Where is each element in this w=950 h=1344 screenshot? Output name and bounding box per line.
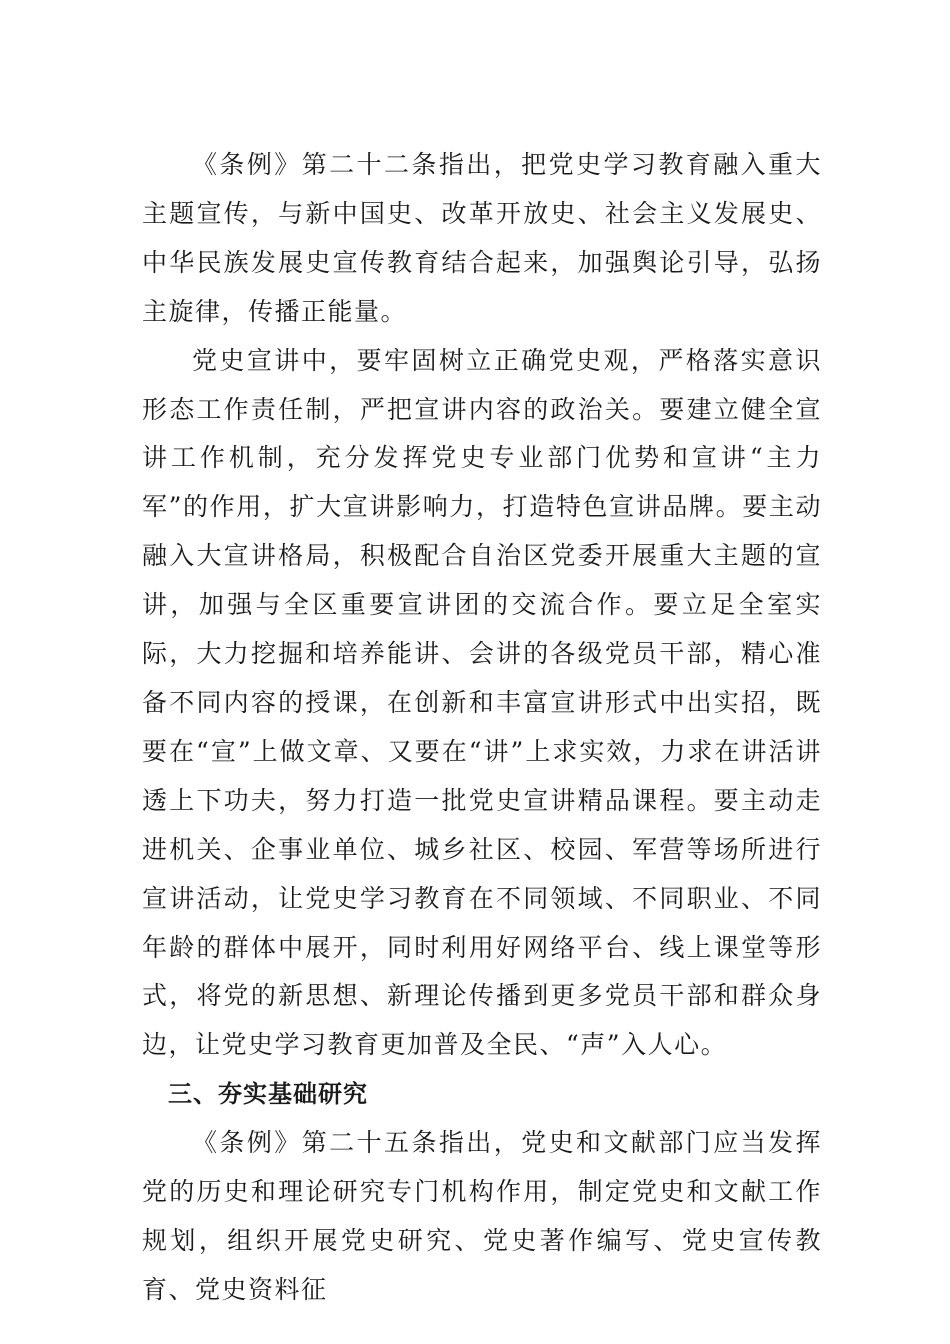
section-heading: 三、夯实基础研究 — [168, 1080, 368, 1109]
paragraph-party-history-lectures: 党史宣讲中，要牢固树立正确党史观，严格落实意识形态工作责任制，严把宣讲内容的政治关。要建立健全宣讲工作机制，充分发挥党史专业部门优势和宣讲“主力军”的作用，扩大宣讲影响力，打造特色宣讲品牌。要主动融入大宣讲格局，积极配合自治区党委开展重大主题的宣讲，加强与全区重要宣讲团的交流合作。要立足全室实际，大力挖掘和培养能讲、会讲的各级党员干部，精心准备不同内容的授课，在创新和丰富宣讲形式中出实招，既要在“宣”上做文章、又要在“讲”上求实效，力求在讲活讲透上下功夫，努力打造一批党史宣讲精品课程。要主动走进机关、企事业单位、城乡社区、校园、军营等场所进行宣讲活动，让党史学习教育在不同领域、不同职业、不同年龄的群体中展开，同时利用好网络平台、线上课堂等形式，将党的新思想、新理论传播到更多党员干部和群众身边，让党史学习教育更加普及全民、“声”入人心。 — [142, 345, 822, 1060]
paragraph-article-25: 《条例》第二十五条指出，党史和文献部门应当发挥党的历史和理论研究专门机构作用，制定党史和文献工作规划，组织开展党史研究、党史著作编写、党史宣传教育、党史资料征 — [142, 1128, 822, 1304]
paragraph-article-22: 《条例》第二十二条指出，把党史学习教育融入重大主题宣传，与新中国史、改革开放史、社会主义发展史、中华民族发展史宣传教育结合起来，加强舆论引导，弘扬主旋律，传播正能量。 — [142, 150, 822, 326]
document-body — [142, 141, 822, 1315]
